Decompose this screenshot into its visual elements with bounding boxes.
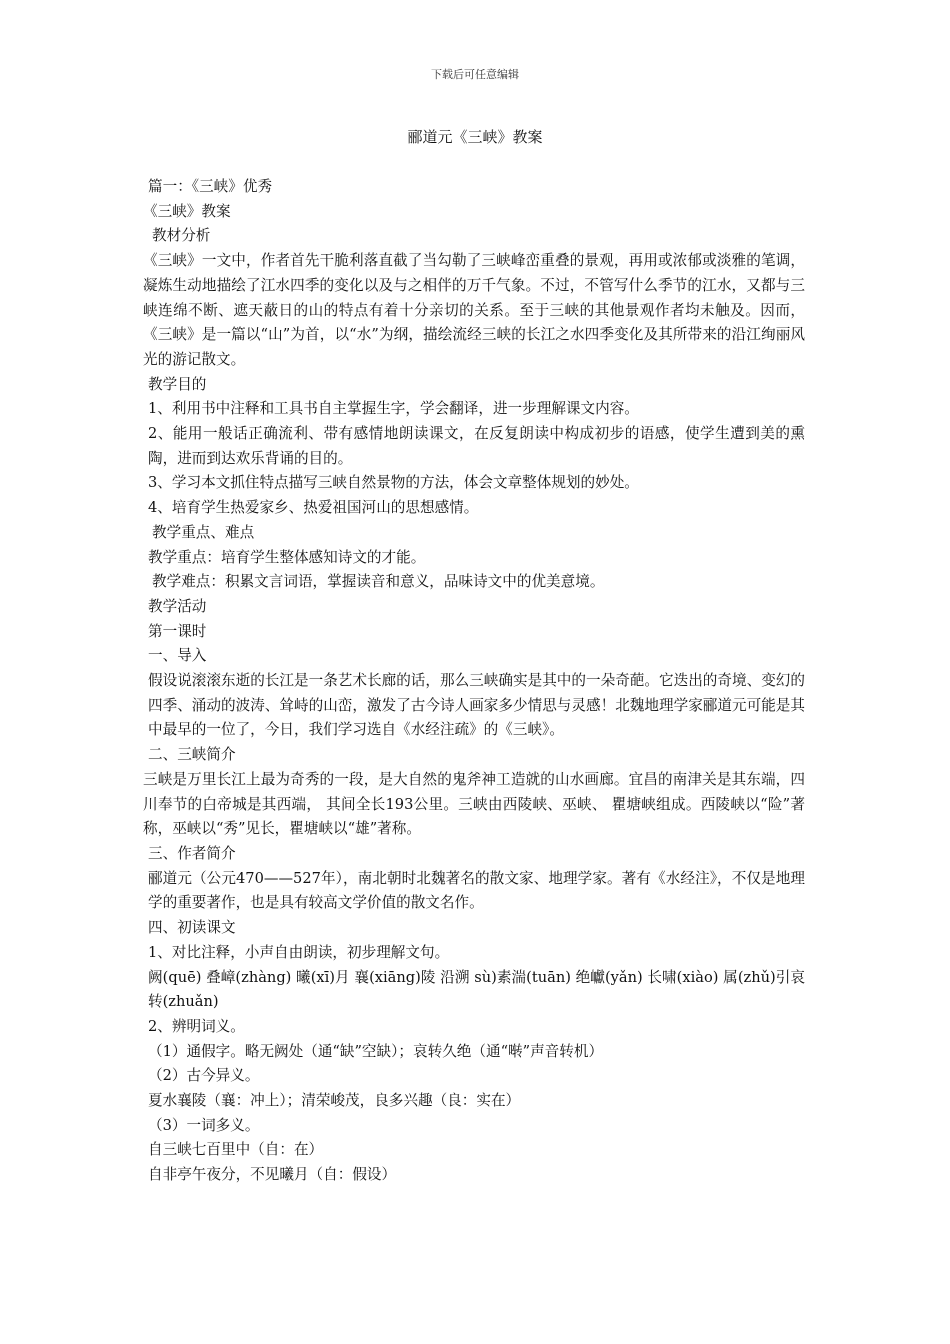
list-item: 1、对比注释，小声自由朗读，初步理解文句。 xyxy=(148,943,450,961)
list-item: 夏水襄陵（襄：冲上）；清荣峻茂，良多兴趣（良：实在） xyxy=(148,1092,521,1110)
section-heading: 篇一：《三峡》优秀 xyxy=(148,178,273,195)
section-heading: 教材分析 xyxy=(152,227,211,245)
section-heading: 教学重点、难点 xyxy=(152,523,255,541)
list-item: 自非亭午夜分，不见曦月（自：假设） xyxy=(148,1166,397,1184)
section-heading: 三、作者简介 xyxy=(148,844,236,862)
list-item: （2）古今异义。 xyxy=(148,1067,260,1085)
section-heading: 一、导入 xyxy=(148,647,207,665)
body-paragraph: 三峡是万里长江上最为奇秀的一段，是大自然的鬼斧神工造就的山水画廊。宜昌的南津关是其东端，四川奉节的白帝城是其西端， 其间全长193公里。三峡由西陵峡、巫峡、 瞿塘峡组成。西陵峡以“险”著称，巫峡以“秀”见长，瞿塘峡以“雄”著称。 xyxy=(143,770,805,838)
section-heading: 《三峡》教案 xyxy=(143,202,231,220)
body-paragraph: 教学难点：积累文言词语，掌握读音和意义，品味诗文中的优美意境。 xyxy=(152,573,605,591)
list-item: （3）一词多义。 xyxy=(148,1116,260,1134)
section-heading: 四、初读课文 xyxy=(148,919,236,937)
section-heading: 第一课时 xyxy=(148,622,207,640)
list-item: 2、辨明词义。 xyxy=(148,1017,245,1035)
list-item: 3、学习本文抓住特点描写三峡自然景物的方法，体会文章整体规划的妙处。 xyxy=(148,474,639,492)
list-item: 2、能用一般话正确流利、带有感情地朗读课文，在反复朗读中构成初步的语感，使学生遭到美的熏陶，进而到达欢乐背诵的目的。 xyxy=(148,425,805,467)
body-paragraph: 假设说滚滚东逝的长江是一条艺术长廊的话，那么三峡确实是其中的一朵奇葩。它迭出的奇境、变幻的四季、涌动的波涛、耸峙的山峦，激发了古今诗人画家多少情思与灵感！北魏地理学家郦道元可能是其中最早的一位了，今日，我们学习选自《水经注疏》的《三峡》。 xyxy=(148,672,805,739)
body-paragraph: 《三峡》一文中，作者首先干脆利落直截了当勾勒了三峡峰峦重叠的景观，再用或浓郁或淡雅的笔调，凝炼生动地描绘了江水四季的变化以及与之相伴的万千气象。不过，不管写什么季节的江水，又都与三峡连绵不断、遮天蔽日的山的特点有着十分亲切的关系。至于三峡的其他景观作者均未触及。因而，《三峡》是一篇以“山”为首，以“水”为纲，描绘流经三峡的长江之水四季变化及其所带来的沿江绚丽风光的游记散文。 xyxy=(143,252,805,368)
section-heading: 教学目的 xyxy=(148,375,207,393)
list-item: 自三峡七百里中（自：在） xyxy=(148,1141,324,1159)
body-paragraph: 教学重点：培育学生整体感知诗文的才能。 xyxy=(148,548,426,566)
list-item: 4、培育学生热爱家乡、热爱祖国河山的思想感情。 xyxy=(148,499,479,517)
section-heading: 教学活动 xyxy=(148,597,207,615)
document-body xyxy=(143,175,805,1188)
body-paragraph: 郦道元（公元470——527年），南北朝时北魏著名的散文家、地理学家。著有《水经注》，不仅是地理学的重要著作，也是具有较高文学价值的散文名作。 xyxy=(148,869,805,912)
list-item: （1）通假字。略无阙处（通“缺”空缺）；哀转久绝（通“啭”声音转机） xyxy=(148,1042,604,1060)
page-header-note: 下载后可任意编辑 xyxy=(431,68,519,81)
section-heading: 二、三峡简介 xyxy=(148,746,236,764)
list-item: 1、利用书中注释和工具书自主掌握生字，学会翻译，进一步理解课文内容。 xyxy=(148,400,639,418)
pronunciation-list: 阙(quē) 叠嶂(zhàng) 曦(xī)月 襄(xiāng)陵 沿溯 sù)素湍(tuān) 绝巘(yǎn) 长啸(xiào) 属(zhǔ)引哀转(zhuǎn) xyxy=(148,968,805,1011)
document-title: 郦道元《三峡》教案 xyxy=(407,128,543,146)
